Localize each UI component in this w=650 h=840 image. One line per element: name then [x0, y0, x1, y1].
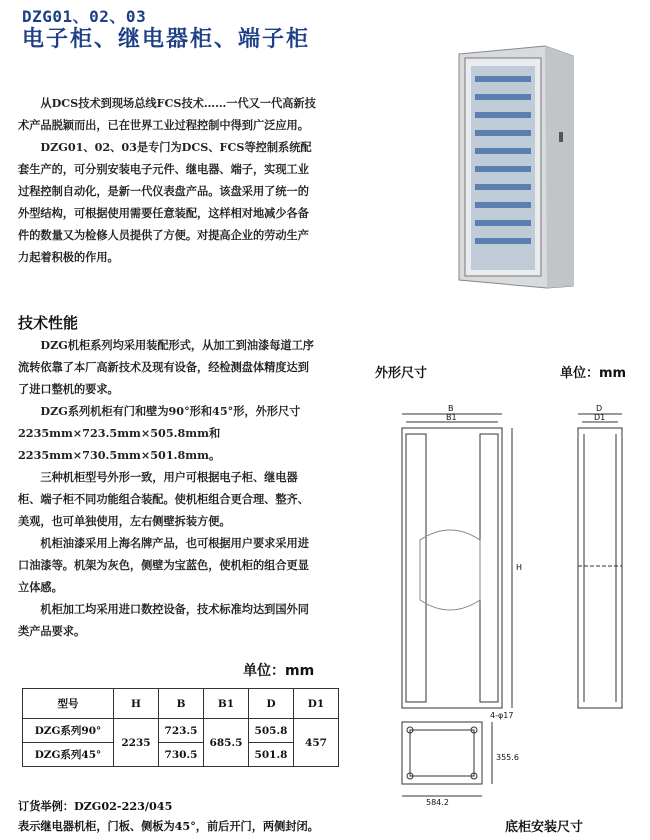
page-title: 电子柜、继电器柜、端子柜 [22, 27, 311, 52]
tech-para-2: DZG系列机柜有门和壁为90°形和45°形，外形尺寸2235mm×723.5mm×505.8mm和2235mm×730.5mm×501.8mm。 [18, 404, 301, 462]
cabinet-photo [455, 42, 575, 290]
order-example: 订货举例：DZG02-223/045 [18, 799, 173, 813]
base-d-label: 355.6 [496, 753, 519, 762]
technical-drawing [380, 400, 650, 810]
side-view [578, 428, 622, 708]
drawing-unit: 单位：mm [560, 366, 627, 381]
col-h: H [114, 689, 159, 719]
col-model: 型号 [23, 689, 114, 719]
col-b: B [159, 689, 204, 719]
tech-para-3: 三种机柜型号外形一致，用户可根据电子柜、继电器柜、端子柜不同功能组合装配。使机柜组合更合理、整齐、美观，也可单独使用，左右侧壁拆装方便。 [18, 470, 309, 528]
dim-d-label: D [596, 404, 603, 413]
tech-para-5: 机柜加工均采用进口数控设备，技术标准均达到国外同类产品要求。 [18, 602, 309, 638]
tech-para-4: 机柜油漆采用上海名牌产品，也可根据用户要求采用进口油漆等。机架为灰色，侧壁为宝蓝色，使机柜的组合更显立体感。 [18, 536, 309, 594]
intro-para-1: 从DCS技术到现场总线FCS技术……一代又一代高新技术产品脱颖而出，已在世界工业过程控制中得到广泛应用。 [18, 96, 316, 132]
intro-text [18, 92, 318, 268]
hole-label: 4-φ17 [490, 711, 514, 720]
col-d1: D1 [294, 689, 339, 719]
base-view [402, 722, 482, 784]
cell-d: 505.8 [249, 719, 294, 743]
row-model: DZG系列90° [23, 719, 114, 743]
dim-b-label: B [448, 404, 454, 413]
col-b1: B1 [204, 689, 249, 719]
cabinet-image [455, 42, 575, 290]
model-number: DZG01、02、03 [22, 7, 147, 26]
order-desc: 表示继电器机柜，门板、侧板为45°，前后开门，两侧封闭。 [18, 819, 319, 833]
base-w-label: 584.2 [426, 798, 449, 807]
dim-b1-label: B1 [446, 413, 457, 422]
base-label: 底柜安装尺寸 [505, 820, 584, 835]
col-d: D [249, 689, 294, 719]
cell-h: 2235 [114, 719, 159, 767]
cell-b: 723.5 [159, 719, 204, 743]
dim-d1-label: D1 [594, 413, 606, 422]
tech-text [18, 334, 318, 642]
cell-b: 730.5 [159, 743, 204, 767]
front-view [402, 428, 502, 708]
dim-h-label: H [516, 563, 523, 572]
spec-table [22, 688, 339, 767]
cell-d: 501.8 [249, 743, 294, 767]
cell-d1: 457 [294, 719, 339, 767]
outline-label: 外形尺寸 [375, 366, 428, 381]
tech-para-1: DZG机柜系列均采用装配形式，从加工到油漆每道工序流转依靠了本厂高新技术及现有设备，经检测盘体精度达到了进口整机的要求。 [18, 338, 314, 396]
table-unit: 单位：mm [243, 663, 315, 679]
row-model: DZG系列45° [23, 743, 114, 767]
intro-para-2: DZG01、02、03是专门为DCS、FCS等控制系统配套生产的，可分别安装电子元件、继电器、端子，实现工业过程控制自动化，是新一代仪表盘产品。该盘采用了统一的外型结构，可根据使用需要任意装配，这样相对地减少各备件的数量又为检修人员提供了方便。对提高企业的劳动生产力起着积极的作用。 [18, 140, 312, 264]
tech-heading: 技术性能 [18, 314, 79, 332]
cell-b1: 685.5 [204, 719, 249, 767]
